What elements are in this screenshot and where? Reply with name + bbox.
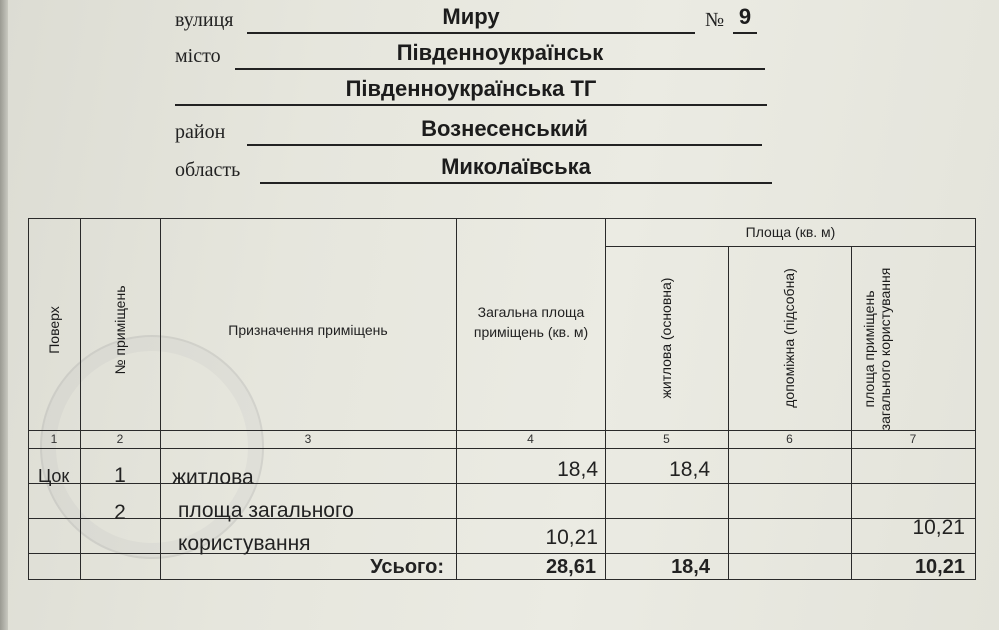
- col-number: 2: [116, 432, 124, 446]
- totals-total: 28,61: [545, 556, 596, 578]
- row1-total: 18,4: [557, 458, 598, 481]
- region-line: [260, 182, 772, 184]
- row1-living: 18,4: [669, 458, 710, 481]
- header-area-group: Площа (кв. м): [745, 224, 836, 240]
- header-auxiliary: допоміжна (підсобна): [781, 268, 797, 408]
- col-number: 4: [527, 432, 534, 446]
- row1-floor: Цок: [38, 466, 70, 486]
- header-common: площа приміщень загального користування: [861, 267, 893, 431]
- row2-common: 10,21: [912, 516, 965, 539]
- row2-purpose-line1: площа загального: [178, 499, 354, 522]
- table-line: [28, 218, 976, 219]
- street-value: Миру: [442, 4, 500, 29]
- header-purpose: Призначення приміщень: [228, 322, 388, 338]
- community-value: Південноукраїнська ТГ: [345, 76, 597, 101]
- table-line: [28, 218, 29, 580]
- table-line: [28, 579, 976, 580]
- area-table: [28, 218, 976, 580]
- row1-purpose: житлова: [172, 466, 254, 489]
- totals-label: Усього:: [370, 556, 444, 578]
- community-row: [175, 72, 770, 106]
- city-label: місто: [175, 45, 221, 67]
- col-number: 1: [50, 432, 58, 446]
- header-floor: Поверх: [46, 306, 62, 354]
- street-label: вулиця: [175, 9, 234, 31]
- header-total-area: Загальна площа приміщень (кв. м): [473, 304, 589, 340]
- table-line: [605, 246, 976, 247]
- col-number: 5: [663, 432, 670, 446]
- district-label: район: [175, 121, 226, 143]
- table-line: [80, 218, 81, 580]
- totals-common: 10,21: [914, 556, 965, 578]
- region-label: область: [175, 159, 241, 181]
- city-row: [175, 36, 770, 70]
- table-line: [28, 430, 976, 431]
- table-line: [28, 448, 976, 449]
- street-line: [247, 32, 695, 34]
- number-value: 9: [738, 4, 752, 29]
- row2-total: 10,21: [545, 526, 598, 549]
- col-number: 3: [304, 432, 312, 446]
- row2-room-no: 2: [114, 501, 126, 524]
- col-number: 7: [909, 432, 917, 446]
- table-line: [605, 218, 606, 580]
- table-line: [975, 218, 976, 580]
- community-line: [175, 104, 767, 106]
- col-number: 6: [786, 432, 793, 446]
- table-line: [28, 518, 976, 519]
- table-line: [160, 218, 161, 580]
- table-line: [28, 483, 976, 484]
- district-line: [247, 144, 762, 146]
- totals-living: 18,4: [671, 556, 710, 578]
- city-line: [235, 68, 765, 70]
- row1-room-no: 1: [114, 464, 126, 487]
- region-row: [175, 150, 775, 184]
- header-room-no: № приміщень: [112, 285, 128, 375]
- region-value: Миколаївська: [441, 154, 591, 179]
- row2-purpose-line2: користування: [178, 532, 311, 555]
- street-row: [175, 0, 765, 34]
- city-value: Південноукраїнськ: [396, 40, 604, 65]
- district-value: Вознесенський: [421, 116, 588, 141]
- header-living: житлова (основна): [658, 277, 674, 399]
- table-line: [28, 553, 976, 554]
- number-label: №: [705, 9, 725, 31]
- page-edge: [0, 0, 8, 630]
- number-line: [733, 32, 757, 34]
- table-line: [728, 246, 729, 580]
- district-row: [175, 112, 770, 146]
